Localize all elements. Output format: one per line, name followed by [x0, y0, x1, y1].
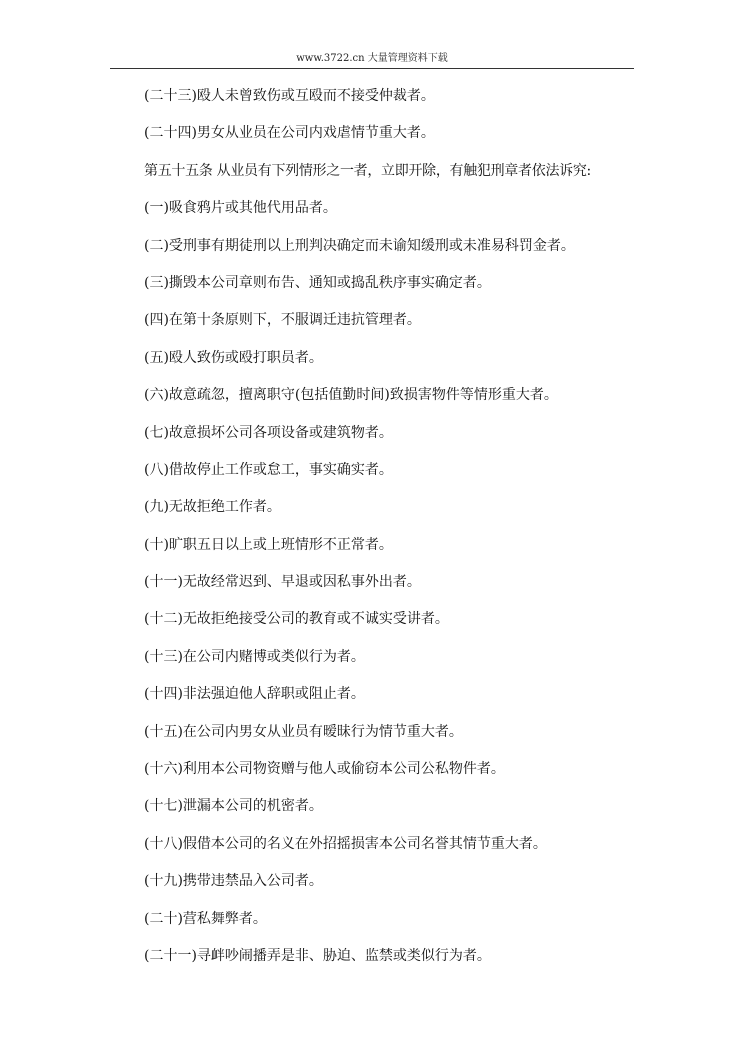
clause-line: (四)在第十条原则下，不服调迁违抗管理者。: [144, 312, 421, 329]
clause-line: (二十四)男女从业员在公司内戏虐情节重大者。: [144, 125, 435, 142]
clause-line: (十七)泄漏本公司的机密者。: [144, 798, 323, 815]
clause-line: (十二)无故拒绝接受公司的教育或不诚实受讲者。: [144, 611, 449, 628]
clause-line: (十五)在公司内男女从业员有暧昧行为情节重大者。: [144, 723, 463, 740]
clause-line: (九)无故拒绝工作者。: [144, 499, 281, 516]
clause-line: (十六)利用本公司物资赠与他人或偷窃本公司公私物件者。: [144, 761, 505, 778]
clause-line: (三)撕毁本公司章则布告、通知或捣乱秩序事实确定者。: [144, 274, 491, 291]
clause-line: (二十一)寻衅吵闹播弄是非、胁迫、监禁或类似行为者。: [144, 947, 491, 964]
document-body: [144, 86, 644, 983]
clause-line: (二)受刑事有期徒刑以上刑判决确定而未谕知缓刑或未准易科罚金者。: [144, 237, 575, 254]
clause-line: (五)殴人致伤或殴打职员者。: [144, 349, 323, 366]
clause-line: (二十三)殴人未曾致伤或互殴而不接受仲裁者。: [144, 88, 435, 104]
article-heading: 第五十五条 从业员有下列情形之一者，立即开除，有触犯刑章者依法诉究:: [144, 162, 591, 179]
page-header: [0, 52, 744, 66]
clause-line: (十九)携带违禁品入公司者。: [144, 873, 323, 890]
clause-line: (六)故意疏忽，擅离职守(包括值勤时间)致损害物件等情形重大者。: [144, 387, 558, 404]
clause-line: (十一)无故经常迟到、早退或因私事外出者。: [144, 574, 421, 591]
clause-line: (十)旷职五日以上或上班情形不正常者。: [144, 536, 393, 553]
header-title: 大量管理资料下载: [367, 53, 448, 64]
clause-line: (二十)营私舞弊者。: [144, 910, 267, 927]
header-site: www.3722.cn: [296, 53, 365, 64]
clause-line: (七)故意损坏公司各项设备或建筑物者。: [144, 424, 393, 441]
clause-line: (十八)假借本公司的名义在外招摇损害本公司名誉其情节重大者。: [144, 835, 547, 852]
clause-line: (一)吸食鸦片或其他代用品者。: [144, 200, 337, 217]
clause-line: (十三)在公司内赌博或类似行为者。: [144, 648, 365, 665]
clause-line: (八)借故停止工作或怠工，事实确实者。: [144, 461, 393, 478]
clause-line: (十四)非法强迫他人辞职或阻止者。: [144, 686, 365, 703]
header-divider: [110, 68, 634, 69]
